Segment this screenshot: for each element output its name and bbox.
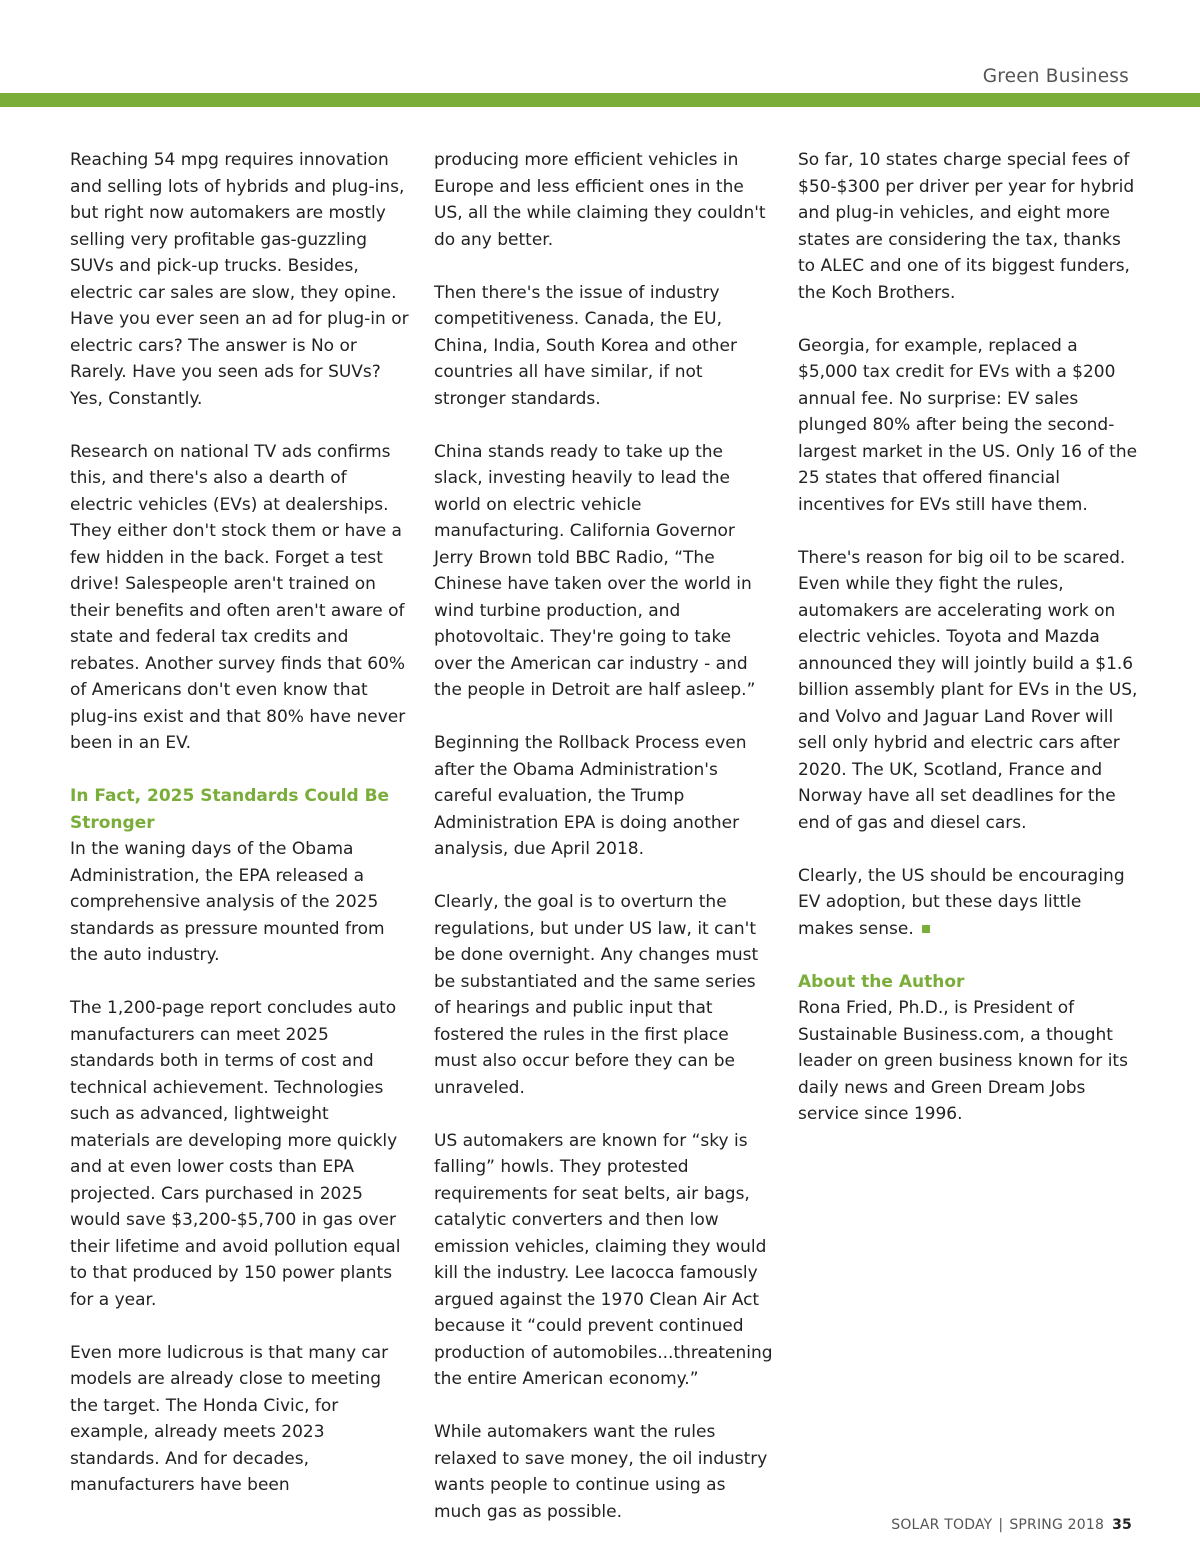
article-column-3 <box>798 147 1138 1154</box>
article-column-2 <box>434 147 774 1552</box>
paragraph: Even more ludicrous is that many car models are already close to meeting the target. The Honda Civic, for example, already meets 2023 standards. And for decades, manufacturers have been <box>70 1342 389 1495</box>
paragraph: Reaching 54 mpg requires innovation and selling lots of hybrids and plug-ins, but right now automakers are mostly selling very profitable gas-guzzling SUVs and pick-up trucks. Besides, electric car sales are slow, they opine. Have you ever seen an ad for plug-in or electric cars? The answer is No or Rarely. Have you seen ads for SUVs? Yes, Constantly. <box>70 150 409 409</box>
paragraph: There's reason for big oil to be scared. Even while they fight the rules, automakers are accelerating work on electric vehicles. Toyota and Mazda announced they will jointly build a $1.6 billion assembly plant for EVs in the US, and Volvo and Jaguar Land Rover will sell only hybrid and electric cars after 2020. The UK, Scotland, France and Norway have all set deadlines for the end of gas and diesel cars. <box>798 547 1138 833</box>
paragraph-ending <box>798 863 1138 943</box>
paragraph: Then there's the issue of industry competitiveness. Canada, the EU, China, India, South Korea and other countries all have similar, if not stronger standards. <box>434 282 737 409</box>
paragraph: US automakers are known for “sky is falling” howls. They protested requirements for seat belts, air bags, catalytic converters and then low emission vehicles, claiming they would kill the industry. Lee Iacocca famously argued against the 1970 Clean Air Act because it “could prevent continued production of automobiles...threatening the entire American economy.” <box>434 1130 773 1389</box>
ending-text: Clearly, the US should be encouraging EV adoption, but these days little makes sense. <box>798 865 1125 939</box>
paragraph: The 1,200-page report concludes auto manufacturers can meet 2025 standards both in terms of cost and technical achievement. Technologies such as advanced, lightweight materials are developing more quickly and at even lower costs than EPA projected. Cars purchased in 2025 would save $3,200-$5,700 in gas over their lifetime and avoid pollution equal to that produced by 150 power plants for a year. <box>70 998 401 1310</box>
footer-separator: | <box>998 1517 1004 1533</box>
publication-name: SOLAR TODAY <box>891 1517 993 1533</box>
article-column-1 <box>70 147 410 1525</box>
author-bio: Rona Fried, Ph.D., is President of Sustainable Business.com, a thought leader on green business known for its daily news and Green Dream Jobs service since 1996. <box>798 998 1128 1124</box>
subheading: In Fact, 2025 Standards Could Be Stronger <box>70 786 390 833</box>
paragraph: China stands ready to take up the slack, investing heavily to lead the world on electric vehicle manufacturing. California Governor Jerry Brown told BBC Radio, “The Chinese have taken over the world in wind turbine production, and photovoltaic. They're going to take over the American car industry - and the people in Detroit are half asleep.” <box>434 441 756 700</box>
paragraph: In the waning days of the Obama Administration, the EPA released a comprehensive analysis of the 2025 standards as pressure mounted from the auto industry. <box>70 839 385 965</box>
paragraph: Clearly, the goal is to overturn the regulations, but under US law, it can't be done overnight. Any changes must be substantiated and the same series of hearings and public input that fostered the rules in the first place must also occur before they can be unraveled. <box>434 892 759 1098</box>
paragraph: While automakers want the rules relaxed to save money, the oil industry wants people to continue using as much gas as possible. <box>434 1422 768 1522</box>
paragraph: So far, 10 states charge special fees of $50-$300 per driver per year for hybrid and plug-in vehicles, and eight more states are considering the tax, thanks to ALEC and one of its biggest funders, the Koch Brothers. <box>798 150 1135 303</box>
end-of-article-square-icon <box>922 925 930 933</box>
page-number: 35 <box>1112 1517 1132 1533</box>
header-accent-bar <box>0 93 1200 107</box>
author-heading: About the Author <box>798 971 965 992</box>
paragraph: producing more efficient vehicles in Europe and less efficient ones in the US, all the while claiming they couldn't do any better. <box>434 150 766 250</box>
paragraph: Research on national TV ads confirms this, and there's also a dearth of electric vehicles (EVs) at dealerships. They either don't stock them or have a few hidden in the back. Forget a test drive! Salespeople aren't trained on their benefits and often aren't aware of state and federal tax credits and rebates. Another survey finds that 60% of Americans don't even know that plug-ins exist and that 80% have never been in an EV. <box>70 441 406 753</box>
page-footer <box>891 1517 1132 1533</box>
section-label: Green Business <box>982 66 1129 87</box>
paragraph: Georgia, for example, replaced a $5,000 tax credit for EVs with a $200 annual fee. No surprise: EV sales plunged 80% after being the second-largest market in the US. Only 16 of the 25 states that offered financial incentives for EVs still have them. <box>798 335 1138 515</box>
issue-label: SPRING 2018 <box>1009 1517 1105 1533</box>
paragraph: Beginning the Rollback Process even after the Obama Administration's careful evaluation, the Trump Administration EPA is doing another analysis, due April 2018. <box>434 733 747 859</box>
